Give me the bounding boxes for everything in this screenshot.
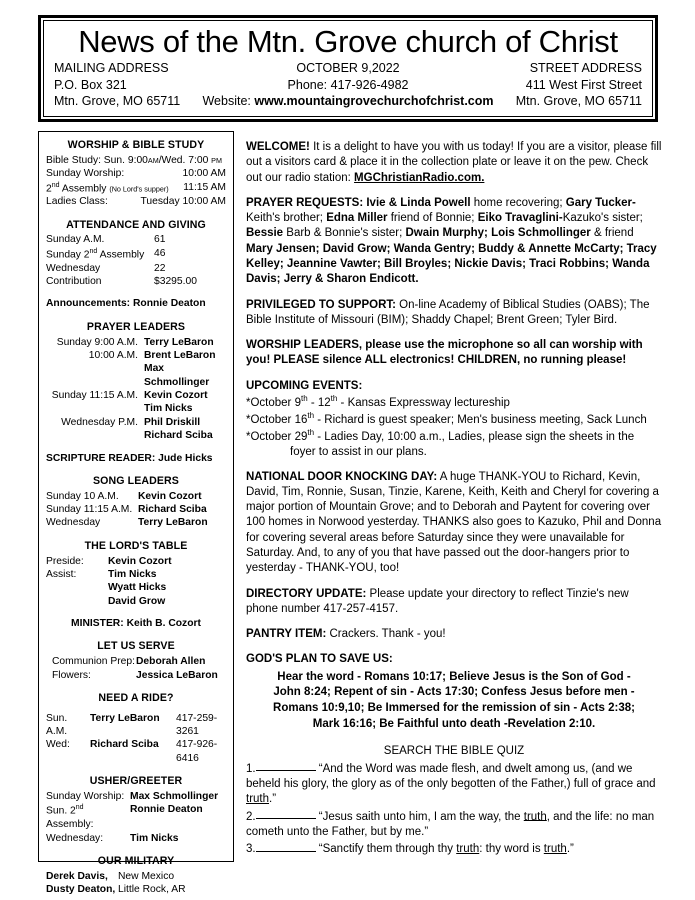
lords-table-row (46, 568, 226, 581)
worship-leaders-note-text: WORSHIP LEADERS, please use the microphone so all can worship with you! PLEASE silence ALL electronics! CHILDREN, no running please! (246, 339, 643, 367)
prayer-leader-when: Sunday 11:15 A.M. (51, 390, 138, 402)
minister-row (46, 617, 226, 630)
sidebar (38, 131, 234, 896)
communion-prep-who: Deborah Allen (136, 656, 206, 668)
issue-date: OCTOBER 9,2022 (296, 61, 400, 76)
let-us-serve-heading: LET US SERVE (97, 640, 175, 653)
ride-row (46, 738, 226, 765)
street-address-label: STREET ADDRESS (529, 61, 642, 76)
address-line3-row (54, 93, 642, 110)
ladies-class-time: Tuesday 10:00 AM (140, 196, 226, 208)
attendance-sunday-am-label: Sunday A.M. (46, 234, 105, 246)
lords-table-role: Assist: (46, 568, 77, 580)
let-us-serve-row (46, 669, 226, 682)
scripture-reader-label: SCRIPTURE READER: (46, 452, 156, 464)
quiz-item (246, 841, 662, 857)
phone-number: Phone: 417-926-4982 (287, 77, 409, 92)
plan-line: Mark 16:16; Be Faithful unto death -Revelation 2:10. (312, 717, 596, 730)
prayer-leader-row (46, 362, 226, 389)
quiz-title: SEARCH THE BIBLE QUIZ (383, 745, 525, 758)
attendance-row (46, 247, 226, 262)
military-row (46, 883, 226, 896)
bible-study-row (46, 154, 226, 167)
military-place: Little Rock, AR (118, 884, 186, 896)
prayer-request-segment: Ivie & Linda Powell (363, 196, 471, 209)
plan-line: Romans 10:9,10; Be Immersed for the remission of sin - Acts 2:38; (273, 701, 635, 714)
prayer-leader-row (46, 429, 226, 442)
ride-when: Wed: (46, 739, 70, 751)
plan-line: Hear the word - Romans 10:17; Believe Jesus is the Son of God - (277, 670, 631, 683)
usher-who: Max Schmollinger (130, 790, 219, 802)
need-a-ride-heading: NEED A RIDE? (98, 691, 174, 704)
worship-row (46, 167, 226, 180)
bible-study-pm: PM (211, 155, 222, 165)
lords-table-row (46, 595, 226, 608)
prayer-leader-row (46, 336, 226, 349)
radio-station-link[interactable]: MGChristianRadio.com. (354, 171, 485, 184)
directory-paragraph (246, 587, 662, 618)
song-leader-row (46, 503, 226, 516)
prayer-leader-when (46, 429, 144, 442)
prayer-request-segment: Eiko Travaglini- (477, 212, 563, 225)
prayer-leader-who: Kevin Cozort (144, 390, 208, 402)
door-knocking-paragraph (246, 470, 662, 577)
quiz-number: 1. (246, 762, 256, 775)
attendance-wednesday-value: 22 (154, 262, 166, 274)
plan-line: John 8:24; Repent of sin - Acts 17:30; Confess Jesus before men - (273, 686, 635, 699)
usher-when: Wednesday: (46, 832, 104, 844)
attendance-second-assembly-label: Sunday 2nd Assembly (46, 247, 145, 261)
prayer-leader-who: Brent LeBaron (144, 349, 216, 361)
prayer-leaders-heading: PRAYER LEADERS (86, 320, 186, 333)
usher-row (46, 832, 226, 845)
quiz-keyword: truth (543, 842, 567, 855)
song-leader-row (46, 490, 226, 503)
upcoming-event-item: *October 9th - 12th - Kansas Expressway lectureship (246, 393, 510, 409)
quiz-keyword: truth (456, 842, 480, 855)
prayer-leader-row (46, 349, 226, 362)
main-content (246, 140, 662, 858)
prayer-request-segment: Kazuko's sister; (562, 212, 643, 225)
bible-study-mid: /Wed. 7:00 (158, 154, 212, 166)
masthead-box (38, 15, 658, 122)
page-title: News of the Mtn. Grove church of Christ (78, 24, 618, 59)
lords-table-role: Preside: (46, 555, 84, 567)
second-assembly-row (46, 181, 226, 196)
contribution-value: $3295.00 (154, 276, 197, 287)
ladies-class-row (46, 195, 226, 208)
directory-body: Please update your directory to reflect Tinzie's new phone number 417-257-4157. (246, 587, 629, 615)
prayer-leader-who: Phil Driskill (144, 416, 201, 428)
scripture-reader-row (46, 452, 226, 465)
minister-label: MINISTER: (71, 618, 124, 630)
quiz-number: 3. (246, 842, 256, 855)
ride-when: Sun. A.M. (46, 712, 68, 738)
attendance-heading: ATTENDANCE AND GIVING (66, 218, 206, 231)
masthead-inner (43, 20, 653, 117)
flowers-who: Jessica LeBaron (136, 669, 218, 681)
po-box: P.O. Box 321 (54, 77, 127, 92)
upcoming-events-heading: UPCOMING EVENTS: (246, 379, 363, 392)
prayer-leader-when (46, 402, 144, 415)
pantry-heading: PANTRY ITEM: (246, 628, 327, 641)
attendance-row (46, 275, 226, 288)
announcements-label: Announcements: (46, 298, 131, 310)
prayer-request-segment: Barb & Bonnie's sister; (283, 227, 406, 240)
usher-who: Ronnie Deaton (130, 804, 203, 816)
flowers-label: Flowers: (52, 669, 91, 681)
prayer-leader-who: Max Schmollinger (144, 363, 210, 388)
privileged-paragraph (246, 298, 662, 329)
announcements-value: Ronnie Deaton (132, 298, 206, 310)
mailing-city: Mtn. Grove, MO 65711 (54, 94, 181, 109)
second-assembly-label: 2nd Assembly (No Lord's supper) (46, 181, 169, 194)
welcome-heading: WELCOME! (246, 141, 310, 153)
attendance-row (46, 233, 226, 246)
lords-table-who: David Grow (108, 595, 166, 607)
quiz-keyword: truth (523, 810, 547, 823)
our-military-heading: OUR MILITARY (97, 854, 175, 867)
quiz-answer-blank[interactable] (256, 761, 316, 772)
privileged-heading: PRIVILEGED TO SUPPORT: (246, 298, 396, 311)
second-assembly-time: 11:15 AM (183, 181, 226, 193)
usher-greeter-heading: USHER/GREETER (89, 775, 183, 788)
upcoming-event-item: *October 29th - Ladies Day, 10:00 a.m., Ladies, please sign the sheets in the (246, 428, 635, 443)
address-labels-row (54, 60, 642, 77)
worship-heading: WORSHIP & BIBLE STUDY (67, 139, 205, 151)
quiz-text: “Jesus saith unto him, I am the way, the (315, 810, 524, 823)
ride-who: Terry LeBaron (90, 712, 160, 724)
ride-who: Richard Sciba (90, 739, 159, 751)
contribution-label: Contribution (46, 276, 102, 287)
attendance-row (46, 262, 226, 275)
upcoming-event-item: *October 16th - Richard is guest speaker; Men's business meeting, Sack Lunch (246, 411, 647, 426)
ride-phone: 417-259-3261 (176, 712, 218, 738)
mailing-address-label: MAILING ADDRESS (54, 61, 169, 76)
quiz-keyword: truth (246, 793, 270, 806)
plan-heading-row (246, 652, 662, 667)
quiz-item (246, 809, 662, 841)
song-leader-row (46, 516, 226, 529)
prayer-leader-when (46, 362, 144, 389)
sunday-worship-time: 10:00 AM (182, 168, 226, 180)
lords-table-row (46, 555, 226, 568)
bible-study-label: Bible Study: Sun. 9:00 (46, 154, 148, 166)
bible-quiz (246, 744, 662, 857)
lords-table-row (46, 581, 226, 594)
no-lords-supper-note: (No Lord's supper) (109, 183, 169, 193)
lords-table-role (46, 581, 108, 594)
attendance-sunday-am-value: 61 (154, 234, 166, 246)
worship-leaders-note (246, 338, 662, 369)
street-city: Mtn. Grove, MO 65711 (515, 94, 642, 109)
prayer-request-segment: home recovering; (470, 196, 566, 209)
prayer-request-segment: friend of Bonnie; (387, 212, 478, 225)
prayer-request-segment: Mary Jensen; David Grow; Wanda Gentry; Buddy & Annette McCarty; Tracy Kelley; Jeannine Vawter; Bill Broyles; Nickie Davis; Traci Robbins; Wanda Davis; Jerry & Sharon Endicott. (246, 242, 657, 286)
song-leader-when: Sunday 11:15 A.M. (46, 504, 133, 516)
quiz-answer-blank[interactable] (256, 841, 316, 852)
usher-row (46, 790, 226, 803)
let-us-serve-row (46, 655, 226, 668)
sunday-worship-label: Sunday Worship: (46, 168, 125, 180)
plan-lines (246, 670, 662, 733)
prayer-request-segment: Edna Miller (326, 212, 388, 225)
prayer-request-segment: Keith's brother; (246, 212, 327, 225)
prayer-leader-row (46, 389, 226, 402)
attendance-wednesday-label: Wednesday (46, 262, 101, 274)
usher-row (46, 803, 226, 831)
quiz-text: “And the Word was made flesh, and dwelt among us, (and we beheld his glory, the glory as of the only begotten of the Father,) full of grace and (246, 762, 656, 790)
prayer-leader-who: Tim Nicks (144, 403, 193, 415)
announcements-row (46, 297, 226, 310)
usher-when: Sun. 2nd Assembly: (46, 804, 94, 831)
address-line2-row (54, 77, 642, 94)
ride-row (46, 712, 226, 739)
directory-heading: DIRECTORY UPDATE: (246, 587, 367, 600)
communion-prep-label: Communion Prep: (52, 656, 135, 668)
prayer-leader-when: Wednesday P.M. (61, 416, 138, 428)
military-place: New Mexico (118, 870, 175, 882)
prayer-request-segment: Dwain Murphy; Lois Schmollinger (405, 227, 591, 240)
lords-table-who: Tim Nicks (108, 568, 157, 580)
prayer-requests-heading: PRAYER REQUESTS: (246, 196, 364, 209)
military-row (46, 870, 226, 883)
quiz-text: , and the life: no man cometh unto the Father, but by me.” (246, 810, 655, 838)
privileged-body: On-line Academy of Biblical Studies (OABS); The Bible Institute of Missouri (BIM); Shaddy Chapel; Brent Green; Tyler Bird. (246, 298, 650, 326)
lords-table-role (46, 595, 108, 608)
welcome-body: It is a delight to have you with us today! If you are a visitor, please fill out a visitors card & place it in the collection plate or leave it on the pew. Check out our radio station: (246, 141, 662, 184)
minister-value: Keith B. Cozort (126, 618, 201, 630)
quiz-number: 2. (246, 810, 256, 823)
pantry-paragraph (246, 627, 662, 642)
prayer-leader-who: Richard Sciba (144, 430, 213, 442)
street-address: 411 West First Street (525, 77, 642, 92)
quiz-text: : thy word is (479, 842, 544, 855)
quiz-text: “Sanctify them through thy (315, 842, 457, 855)
lords-table-who: Wyatt Hicks (108, 582, 167, 594)
prayer-requests-paragraph (246, 196, 662, 288)
prayer-requests-list (246, 197, 657, 285)
military-name: Derek Davis, (46, 870, 108, 882)
prayer-request-segment: Bessie (246, 227, 284, 240)
song-leaders-heading: SONG LEADERS (93, 474, 179, 487)
ladies-class-label: Ladies Class: (46, 196, 108, 208)
upcoming-events-block (246, 379, 662, 461)
ride-phone: 417-926-6416 (176, 739, 218, 764)
quiz-item (246, 761, 662, 808)
lords-table-heading: THE LORD'S TABLE (84, 539, 188, 552)
usher-who: Tim Nicks (130, 832, 179, 844)
song-leader-who: Kevin Cozort (138, 490, 202, 502)
plan-heading: GOD'S PLAN TO SAVE US: (246, 653, 393, 666)
prayer-request-segment: Gary Tucker- (565, 196, 636, 209)
prayer-leader-when: 10:00 A.M. (88, 349, 138, 361)
song-leader-when: Wednesday (46, 517, 101, 529)
pantry-body: Crackers. Thank - you! (326, 628, 446, 641)
upcoming-event-continuation: foyer to assist in our plans. (290, 446, 427, 459)
quiz-text: .” (269, 793, 277, 806)
prayer-leader-when: Sunday 9:00 A.M. (56, 336, 138, 348)
scripture-reader-value: Jude Hicks (158, 452, 213, 464)
attendance-second-assembly-value: 46 (154, 247, 166, 259)
song-leader-who: Terry LeBaron (138, 517, 208, 529)
quiz-answer-blank[interactable] (256, 809, 316, 820)
door-knocking-body: A huge THANK-YOU to Richard, Kevin, David, Tim, Ronnie, Susan, Tinzie, Karene, Keith, Keith and Cheryl for covering a major portion of Mountain Grove; and to Deborah and Paytent for covering over 100 homes in Norwood yesterday. THANKS also goes to Kazuko, Phil and Donna for covering several areas before Saturday since they were unavailable for Saturday. And, to any of you that have passed out the door-hangers prior to yesterday - THANK-YOU, too! (246, 470, 662, 575)
door-knocking-heading: NATIONAL DOOR KNOCKING DAY: (246, 470, 438, 483)
website-label: Website: (202, 94, 251, 109)
song-leader-who: Richard Sciba (138, 504, 207, 516)
website-url[interactable]: www.mountaingrovechurchofchrist.com (254, 94, 494, 109)
prayer-leader-row (46, 416, 226, 429)
prayer-request-segment: & friend (590, 227, 634, 240)
quiz-text: .” (566, 842, 574, 855)
prayer-leader-row (46, 402, 226, 415)
prayer-leader-who: Terry LeBaron (144, 336, 214, 348)
lords-table-who: Kevin Cozort (108, 555, 172, 567)
song-leader-when: Sunday 10 A.M. (46, 490, 119, 502)
usher-when: Sunday Worship: (46, 790, 125, 802)
military-name: Dusty Deaton, (46, 884, 116, 896)
bible-study-am: AM (147, 155, 159, 165)
welcome-paragraph (246, 140, 662, 186)
website-line (202, 93, 493, 110)
